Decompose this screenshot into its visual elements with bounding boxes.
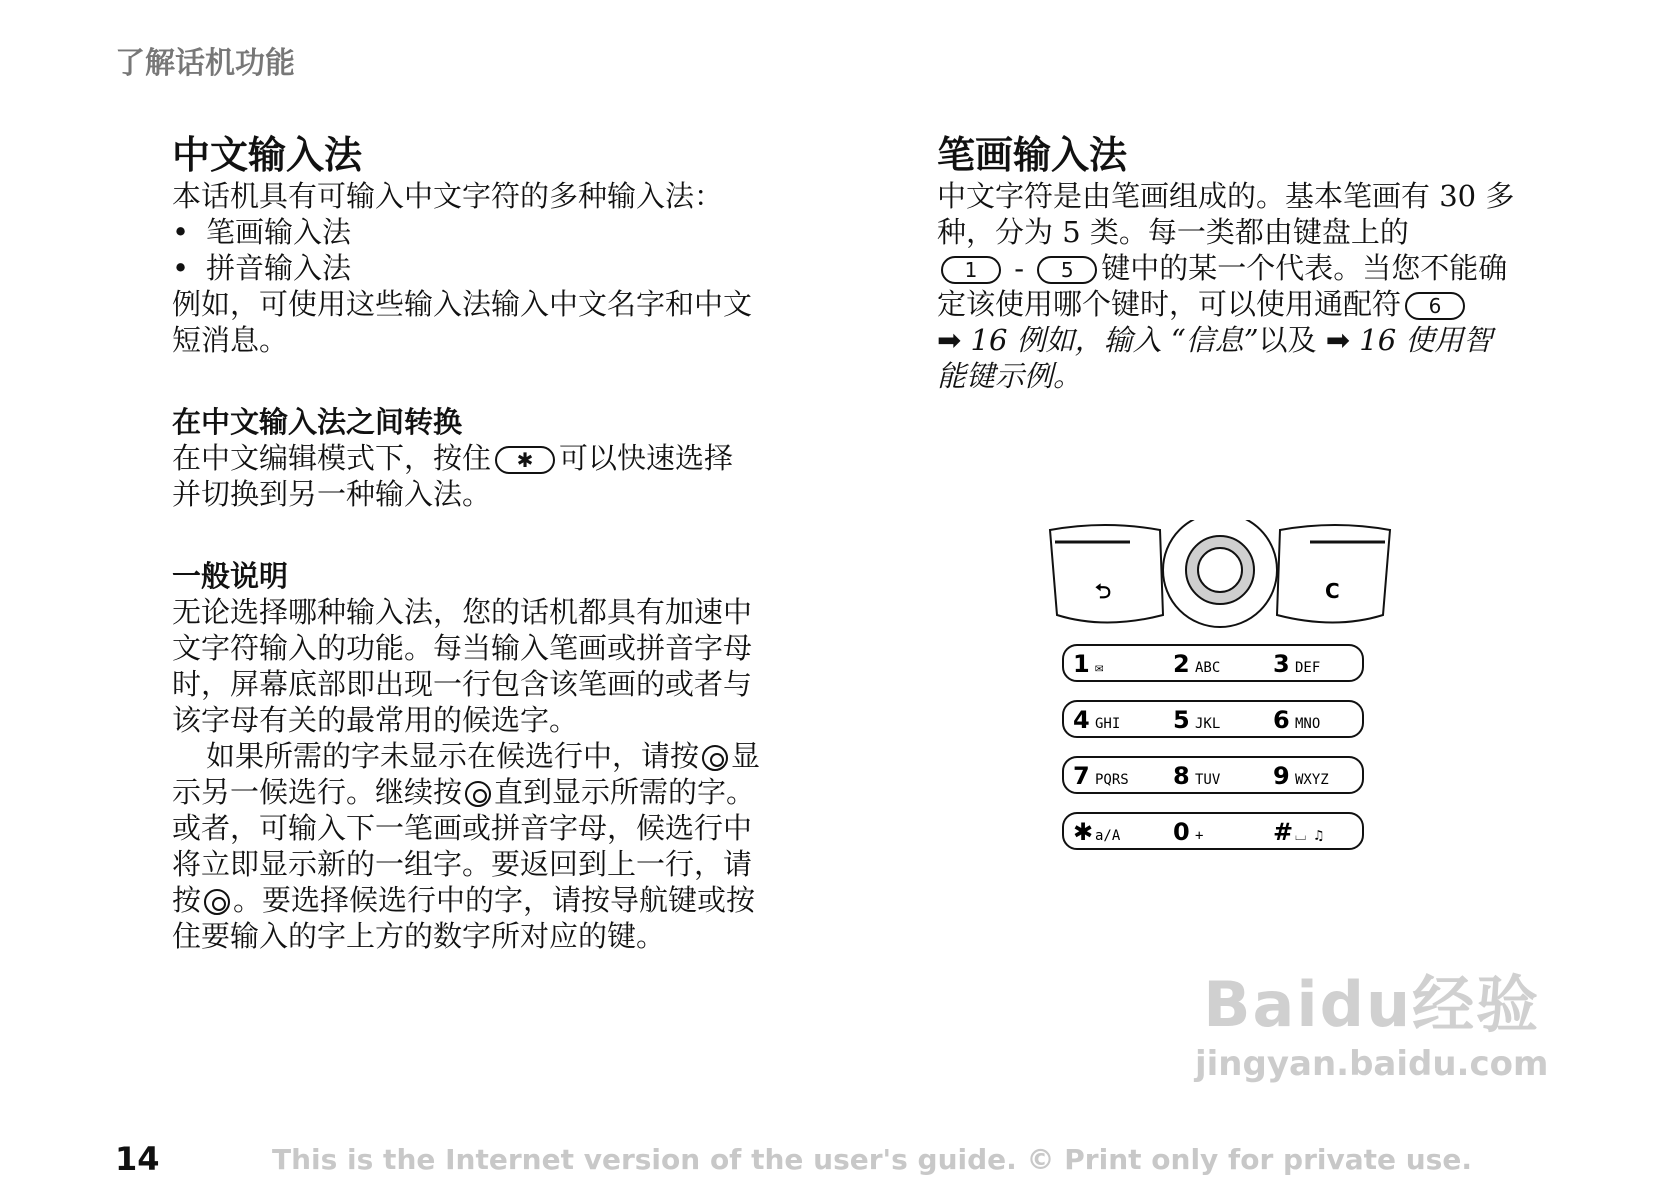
keypad-letters: DEF — [1295, 660, 1321, 676]
stroke-text: 定该使用哪个键时，可以使用通配符 6 — [937, 286, 1587, 322]
nav-down-icon — [465, 781, 491, 807]
more-text: 如果所需的字未显示在候选行中，请按 显 — [206, 739, 761, 773]
keypad-letters: TUV — [1195, 772, 1221, 788]
keypad-letters: JKL — [1195, 716, 1221, 732]
general-text: 该字母有关的最常用的候选字。 — [172, 703, 579, 737]
right-column — [937, 132, 1587, 394]
keypad-digit: 4 — [1073, 706, 1090, 734]
keypad-letters: GHI — [1095, 716, 1121, 732]
stroke-text: 种，分为 5 类。每一类都由键盘上的 — [937, 215, 1409, 249]
more-text: 将立即显示新的一组字。要返回到上一行，请 — [172, 847, 753, 881]
keypad-digit: 6 — [1273, 706, 1290, 734]
more-text: 或者，可输入下一笔画或拼音字母，候选行中 — [172, 811, 753, 845]
chinese-input-title: 中文输入法 — [172, 133, 363, 177]
keypad-letters: MNO — [1295, 716, 1321, 732]
footer-note: This is the Internet version of the user's guide. © Print only for private use. — [272, 1143, 1472, 1176]
switch-text: 在中文编辑模式下，按住 ✱ 可以快速选择 — [172, 441, 734, 475]
keypad-digit: # — [1273, 818, 1294, 846]
keypad-letters: WXYZ — [1295, 772, 1329, 788]
keypad-letters: ⌴ ♫ — [1295, 828, 1324, 844]
keypad-digit: 9 — [1273, 762, 1290, 790]
clear-key: C — [1325, 579, 1340, 603]
more-text: 住要输入的字上方的数字所对应的键。 — [172, 919, 666, 953]
baidu-watermark: Baidu经验 jingyan.baidu.com — [1195, 968, 1549, 1084]
arrow-right-icon: ➡ — [1325, 323, 1351, 357]
page-number: 14 — [115, 1140, 160, 1178]
keypad-letters: a/A — [1095, 828, 1121, 844]
key-1-icon: 1 — [941, 256, 1001, 284]
cross-reference: 能键示例。 — [937, 359, 1083, 393]
keypad-digit: 8 — [1173, 762, 1190, 790]
keypad-illustration — [1045, 520, 1395, 860]
keypad-letters: ✉ — [1095, 660, 1104, 676]
general-heading: 一般说明 — [172, 559, 289, 593]
star-key-icon: ✱ — [495, 446, 555, 474]
keypad-letters: ABC — [1195, 660, 1221, 676]
back-key-icon: ⮌ — [1095, 579, 1112, 603]
more-text: 按 。要选择候选行中的字，请按导航键或按 — [172, 883, 756, 917]
list-item: • 拼音输入法 — [172, 251, 352, 285]
keypad-digit: 2 — [1173, 650, 1190, 678]
stroke-text: 中文字符是由笔画组成的。基本笔画有 30 多 — [937, 179, 1515, 213]
more-text: 示另一候选行。继续按 直到显示所需的字。 — [172, 775, 756, 809]
nav-up-icon — [204, 889, 230, 915]
general-text: 无论选择哪种输入法，您的话机都具有加速中 — [172, 595, 753, 629]
section-header: 了解话机功能 — [115, 46, 295, 81]
keypad-letters: PQRS — [1095, 772, 1129, 788]
keypad-digit: 5 — [1173, 706, 1190, 734]
keypad-digit: ✱ — [1073, 818, 1094, 846]
key-6-icon: 6 — [1405, 292, 1465, 320]
keypad-digit: 3 — [1273, 650, 1290, 678]
keypad-digit: 7 — [1073, 762, 1090, 790]
arrow-right-icon: ➡ — [937, 323, 962, 357]
keypad-letters: + — [1195, 828, 1204, 844]
general-text: 文字符输入的功能。每当输入笔画或拼音字母 — [172, 631, 753, 665]
nav-down-icon — [702, 745, 728, 771]
keypad-digit: 0 — [1173, 818, 1190, 846]
stroke-text: 1 - 5 键中的某一个代表。当您不能确 — [937, 250, 1587, 286]
stroke-input-title: 笔画输入法 — [937, 133, 1128, 177]
example-line: 短消息。 — [172, 323, 289, 357]
switch-heading: 在中文输入法之间转换 — [172, 405, 463, 439]
example-line: 例如，可使用这些输入法输入中文名字和中文 — [172, 287, 753, 321]
left-column — [172, 132, 872, 954]
general-text: 时，屏幕底部即出现一行包含该笔画的或者与 — [172, 667, 753, 701]
switch-text: 并切换到另一种输入法。 — [172, 477, 492, 511]
keypad-digit: 1 — [1073, 650, 1090, 678]
list-item: • 笔画输入法 — [172, 215, 352, 249]
cross-reference: ➡ 16 例如，输入 “信息”以及 ➡ 16 使用智 — [937, 323, 1493, 357]
key-5-icon: 5 — [1037, 256, 1097, 284]
intro-text: 本话机具有可输入中文字符的多种输入法： — [172, 179, 724, 213]
